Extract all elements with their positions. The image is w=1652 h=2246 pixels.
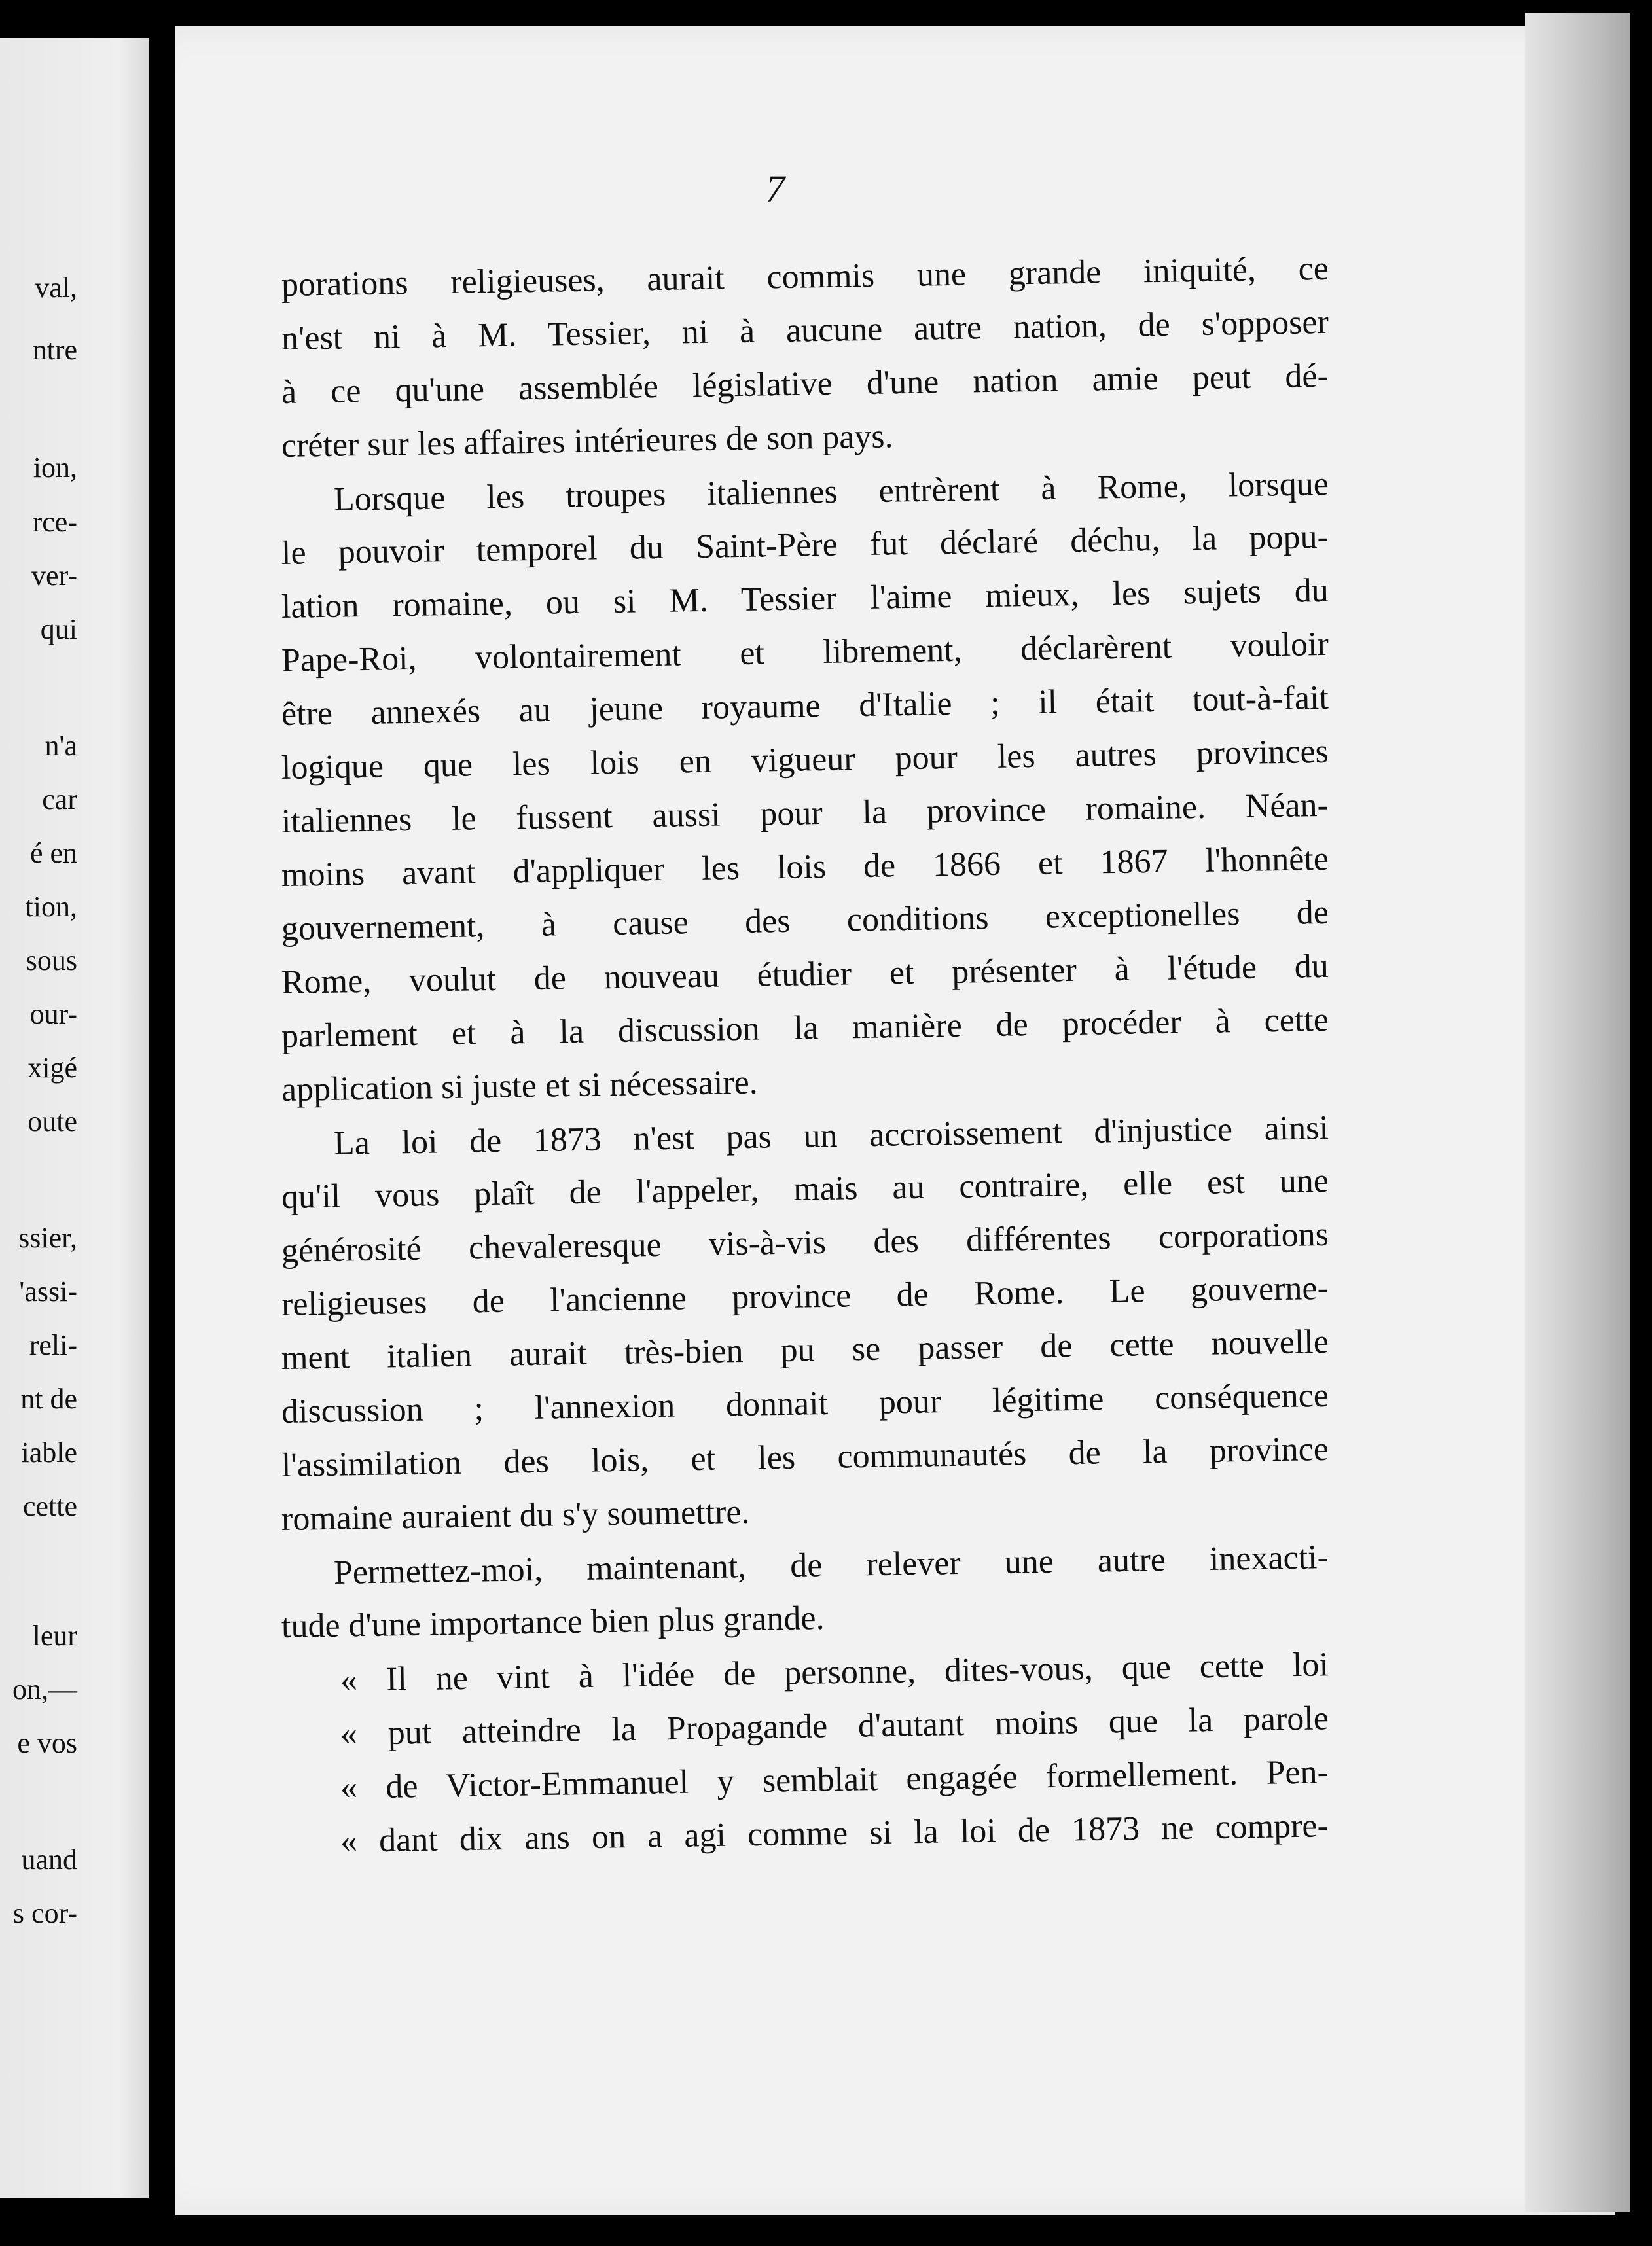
left-text-fragment: car bbox=[42, 783, 77, 815]
left-text-fragment: ion, bbox=[33, 452, 77, 484]
body-text-line: italiennes le fussent aussi pour la province romaine. Néan- bbox=[281, 786, 1329, 840]
left-text-fragment: oute bbox=[27, 1105, 77, 1137]
body-text-line: ment italien aurait très-bien pu se passer de cette nouvelle bbox=[281, 1323, 1329, 1377]
left-text-fragment: our- bbox=[29, 998, 77, 1030]
body-text-line: lation romaine, ou si M. Tessier l'aime mieux, les sujets du bbox=[281, 571, 1329, 626]
body-text-line: « dant dix ans on a agi comme si la loi de 1873 ne compre- bbox=[340, 1807, 1329, 1860]
left-text-fragment: leur bbox=[32, 1620, 77, 1652]
left-facing-page bbox=[0, 38, 149, 2198]
body-text-line: logique que les lois en vigueur pour les autres provinces bbox=[281, 732, 1329, 787]
left-text-fragment: ntre bbox=[32, 334, 77, 366]
book-gutter bbox=[149, 26, 177, 2212]
body-text-line: créter sur les affaires intérieures de son pays. bbox=[281, 418, 893, 465]
body-text-line: le pouvoir temporel du Saint-Père fut déclaré déchu, la popu- bbox=[281, 518, 1329, 572]
left-text-fragment: xigé bbox=[27, 1052, 77, 1084]
left-text-fragment: nt de bbox=[20, 1383, 77, 1415]
body-text-line: La loi de 1873 n'est pas un accroissement d'injustice ainsi bbox=[333, 1109, 1329, 1162]
body-text-line: « put atteindre la Propagande d'autant moins que la parole bbox=[340, 1700, 1329, 1753]
body-text-line: tude d'une importance bien plus grande. bbox=[281, 1599, 825, 1645]
left-text-fragment: sous bbox=[26, 944, 77, 976]
body-text-line: moins avant d'appliquer les lois de 1866 et 1867 l'honnête bbox=[281, 840, 1329, 894]
left-text-fragment: iable bbox=[21, 1436, 77, 1469]
left-text-fragment: qui bbox=[40, 613, 77, 645]
body-text-line: Pape-Roi, volontairement et librement, déclarèrent vouloir bbox=[281, 625, 1329, 679]
body-text-line: n'est ni à M. Tessier, ni à aucune autre nation, de s'opposer bbox=[281, 303, 1329, 357]
left-text-fragment: on,— bbox=[12, 1673, 77, 1705]
left-text-fragment: val, bbox=[35, 272, 77, 304]
body-text-line: gouvernement, à cause des conditions exceptionelles de bbox=[281, 893, 1329, 948]
body-text-line: application si juste et si nécessaire. bbox=[281, 1063, 759, 1109]
body-text-line: générosité chevaleresque vis-à-vis des différentes corporations bbox=[281, 1215, 1329, 1270]
left-text-fragment: ssier, bbox=[18, 1222, 77, 1254]
body-text-line: parlement et à la discussion la manière de procéder à cette bbox=[281, 1001, 1329, 1055]
body-text-line: Rome, voulut de nouveau étudier et présenter à l'étude du bbox=[281, 947, 1329, 1001]
left-text-fragment: 'assi- bbox=[19, 1275, 77, 1308]
body-text-line: « Il ne vint à l'idée de personne, dites-vous, que cette loi bbox=[340, 1646, 1329, 1699]
left-text-fragment: ver- bbox=[31, 560, 77, 592]
left-text-fragment: e vos bbox=[17, 1727, 77, 1759]
body-text-line: Lorsque les troupes italiennes entrèrent à Rome, lorsque bbox=[333, 465, 1329, 518]
left-text-fragment: rce- bbox=[32, 506, 77, 538]
body-text-line: porations religieuses, aurait commis une grande iniquité, ce bbox=[281, 249, 1329, 304]
left-text-fragment: cette bbox=[22, 1490, 77, 1522]
left-text-fragment: é en bbox=[29, 837, 77, 869]
left-text-fragment: tion, bbox=[25, 891, 77, 923]
page-number: 7 bbox=[766, 168, 785, 210]
left-text-fragment: n'a bbox=[45, 730, 77, 762]
body-text-line: religieuses de l'ancienne province de Rome. Le gouverne- bbox=[281, 1269, 1329, 1323]
left-text-fragment: uand bbox=[21, 1844, 77, 1876]
page-edges bbox=[1525, 13, 1630, 2212]
body-text-line: l'assimilation des lois, et les communautés de la province bbox=[281, 1430, 1329, 1484]
body-text-line: romaine auraient du s'y soumettre. bbox=[281, 1493, 750, 1538]
body-text-line: être annexés au jeune royaume d'Italie ; il était tout-à-fait bbox=[281, 679, 1329, 733]
left-text-fragment: s cor- bbox=[12, 1897, 77, 1929]
left-text-fragment: reli- bbox=[29, 1329, 77, 1361]
body-text-line: Permettez-moi, maintenant, de relever une autre inexacti- bbox=[333, 1539, 1329, 1592]
body-text-line: discussion ; l'annexion donnait pour légitime conséquence bbox=[281, 1376, 1329, 1431]
body-text-line: à ce qu'une assemblée législative d'une nation amie peut dé- bbox=[281, 357, 1329, 411]
body-text-line: qu'il vous plaît de l'appeler, mais au contraire, elle est une bbox=[281, 1162, 1329, 1216]
body-text-line: « de Victor-Emmanuel y semblait engagée formellement. Pen- bbox=[340, 1753, 1329, 1806]
